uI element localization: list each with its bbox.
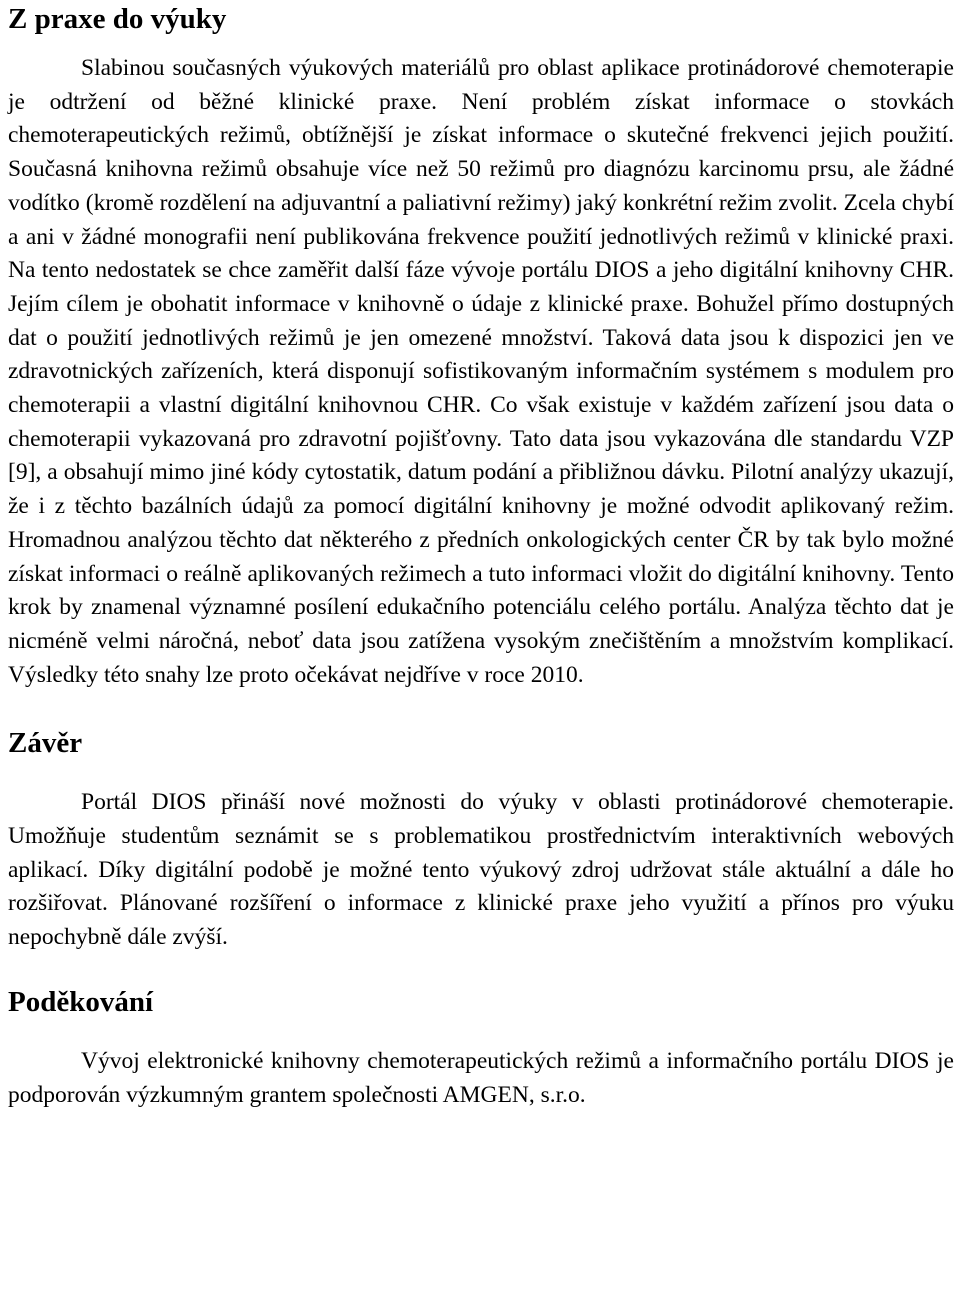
section-z-praxe-do-vyuky: [8, 0, 954, 692]
section-zaver: [8, 726, 954, 955]
section-paragraph: Vývoj elektronické knihovny chemoterapeutických režimů a informačního portálu DIOS je podporován výzkumným grantem společnosti AMGEN, s.r.o.: [8, 1047, 954, 1108]
section-paragraph: Slabinou současných výukových materiálů pro oblast aplikace protinádorové chemoterapie je odtržení od běžné klinické praxe. Není problém získat informace o stovkách chemoterapeutických režimů, obtížnější je získat informace o skutečné frekvenci jejich použití. Současná knihovna režimů obsahuje více než 50 režimů pro diagnózu karcinomu prsu, ale žádné vodítko (kromě rozdělení na adjuvantní a paliativní režimy) jaký konkrétní režim zvolit. Zcela chybí a ani v žádné monografii není publikována frekvence použití jednotlivých režimů v klinické praxi. Na tento nedostatek se chce zaměřit další fáze vývoje portálu DIOS a jeho digitální knihovny CHR. Jejím cílem je obohatit informace v knihovně o údaje z klinické praxe. Bohužel přímo dostupných dat o použití jednotlivých režimů je jen omezené množství. Taková data jsou k dispozici jen ve zdravotnických zařízeních, která disponují sofistikovaným informačním systémem s modulem pro chemoterapii a vlastní digitální knihovnou CHR. Co však existuje v každém zařízení jsou data o chemoterapii vykazovaná pro zdravotní pojišťovny. Tato data jsou vykazována dle standardu VZP [9], a obsahují mimo jiné kódy cytostatik, datum podání a přibližnou dávku. Pilotní analýzy ukazují, že i z těchto bazálních údajů za pomocí digitální knihovny je možné odvodit aplikovaný režim. Hromadnou analýzou těchto dat některého z předních onkologických center ČR by tak bylo možné získat informaci o reálně aplikovaných režimech a tuto informaci vložit do digitální knihovny. Tento krok by znamenal významné posílení edukačního potenciálu celého portálu. Analýza těchto dat je nicméně velmi náročná, neboť data jsou zatížena vysokým znečištěním a množstvím komplikací. Výsledky této snahy lze proto očekávat nejdříve v roce 2010.: [8, 55, 954, 688]
section-heading: Poděkování: [8, 985, 154, 1018]
document-page: [8, 0, 954, 1112]
section-podekovani: [8, 985, 954, 1112]
section-heading: Z praxe do výuky: [8, 3, 227, 35]
section-heading: Závěr: [8, 727, 83, 760]
section-paragraph: Portál DIOS přináší nové možnosti do výuky v oblasti protinádorové chemoterapie. Umožňuje studentům seznámit se s problematikou prostřednictvím interaktivních webových aplikací. Díky digitální podobě je možné tento výukový zdroj udržovat stále aktuální a dále ho rozšiřovat. Plánované rozšíření o informace z klinické praxe jeho využití a přínos pro výuku nepochybně dále zvýší.: [8, 789, 954, 951]
